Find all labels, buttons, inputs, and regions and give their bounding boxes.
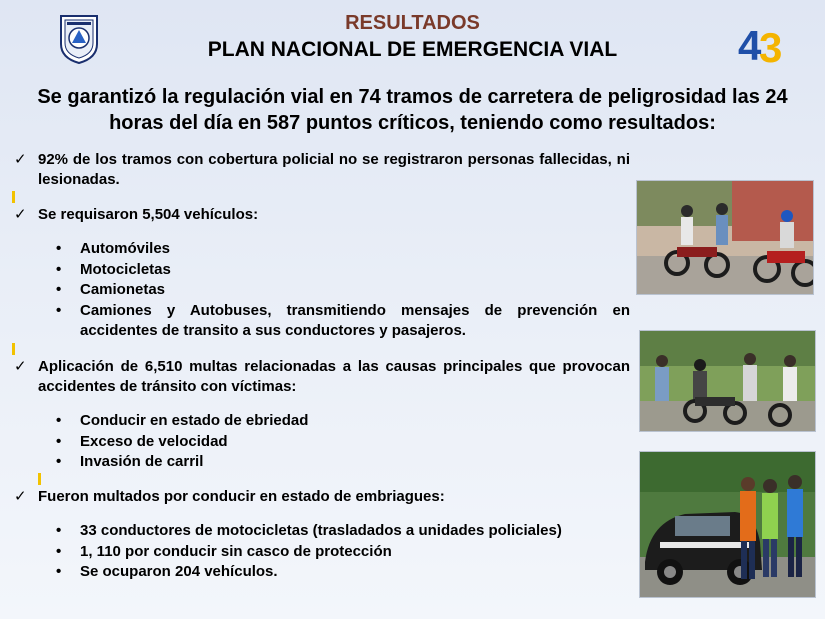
logo-digit-3: 3 (759, 24, 783, 68)
marker-tick (38, 473, 41, 485)
list-item: • Invasión de carril (52, 452, 630, 473)
anniversary-logo (738, 20, 786, 68)
bullet-icon: • (56, 453, 62, 470)
photo-taxi-stop-image (640, 452, 815, 597)
check-icon: ✓ (14, 151, 27, 168)
result-item-text: Fueron multados por conducir en estado de embriagues: (38, 488, 445, 505)
list-item: • Automóviles (52, 239, 630, 260)
list-item: • Motocicletas (52, 260, 630, 281)
bullet-icon: • (56, 563, 62, 580)
page-subtitle: PLAN NACIONAL DE EMERGENCIA VIAL (207, 38, 618, 61)
list-item: • Camiones y Autobuses, transmitiendo mensajes de prevención en accidentes de transito a sus conductores y pasajeros. (56, 301, 630, 339)
result-item-text: Se requisaron 5,504 vehículos: (38, 206, 259, 223)
list-item: • Camionetas (52, 280, 630, 301)
photo-motorcycle-checkpoint-image (637, 181, 813, 294)
bullet-icon: • (56, 412, 62, 429)
result-item-4 (14, 487, 630, 507)
bullet-icon: • (56, 432, 62, 450)
sub-list-vehicles (52, 239, 630, 342)
result-item-3 (14, 357, 630, 397)
marker-tick (12, 343, 15, 355)
list-item: • Exceso de velocidad (52, 432, 630, 453)
sub-list-causes (52, 411, 630, 473)
result-item-1 (14, 150, 630, 190)
sub-list-fines (52, 521, 630, 583)
bullet-icon: • (56, 542, 62, 560)
marker-tick (12, 191, 15, 203)
check-icon: ✓ (14, 488, 27, 505)
result-item-text: 92% de los tramos con cobertura policial no se registraron personas fallecidas, ni lesionadas. (38, 151, 630, 188)
page-title: RESULTADOS (345, 12, 480, 34)
bullet-icon: • (56, 281, 62, 298)
photo-roadside-inspection-image (640, 331, 815, 431)
headline: Se garantizó la regulación vial en 74 tramos de carretera de peligrosidad las 24 horas del día en 587 puntos críticos, teniendo como resultados: (37, 86, 788, 134)
bullet-icon: • (56, 522, 62, 539)
photo-taxi-stop (639, 451, 816, 598)
list-item: • Conducir en estado de ebriedad (52, 411, 630, 432)
list-item: • 33 conductores de motocicletas (trasladados a unidades policiales) (52, 521, 630, 542)
bullet-icon: • (56, 260, 62, 278)
result-item-text: Aplicación de 6,510 multas relacionadas a las causas principales que provocan accidentes de tránsito con víctimas: (38, 358, 630, 395)
list-item: • Se ocuparon 204 vehículos. (52, 562, 630, 583)
check-icon: ✓ (14, 358, 27, 375)
bullet-icon: • (56, 301, 62, 319)
photo-roadside-inspection (639, 330, 816, 432)
bullet-icon: • (56, 240, 62, 257)
photo-motorcycle-checkpoint (636, 180, 814, 295)
list-item: • 1, 110 por conducir sin casco de protección (52, 542, 630, 563)
logo-digit-4: 4 (738, 22, 762, 68)
result-item-2 (14, 205, 630, 225)
check-icon: ✓ (14, 206, 27, 223)
